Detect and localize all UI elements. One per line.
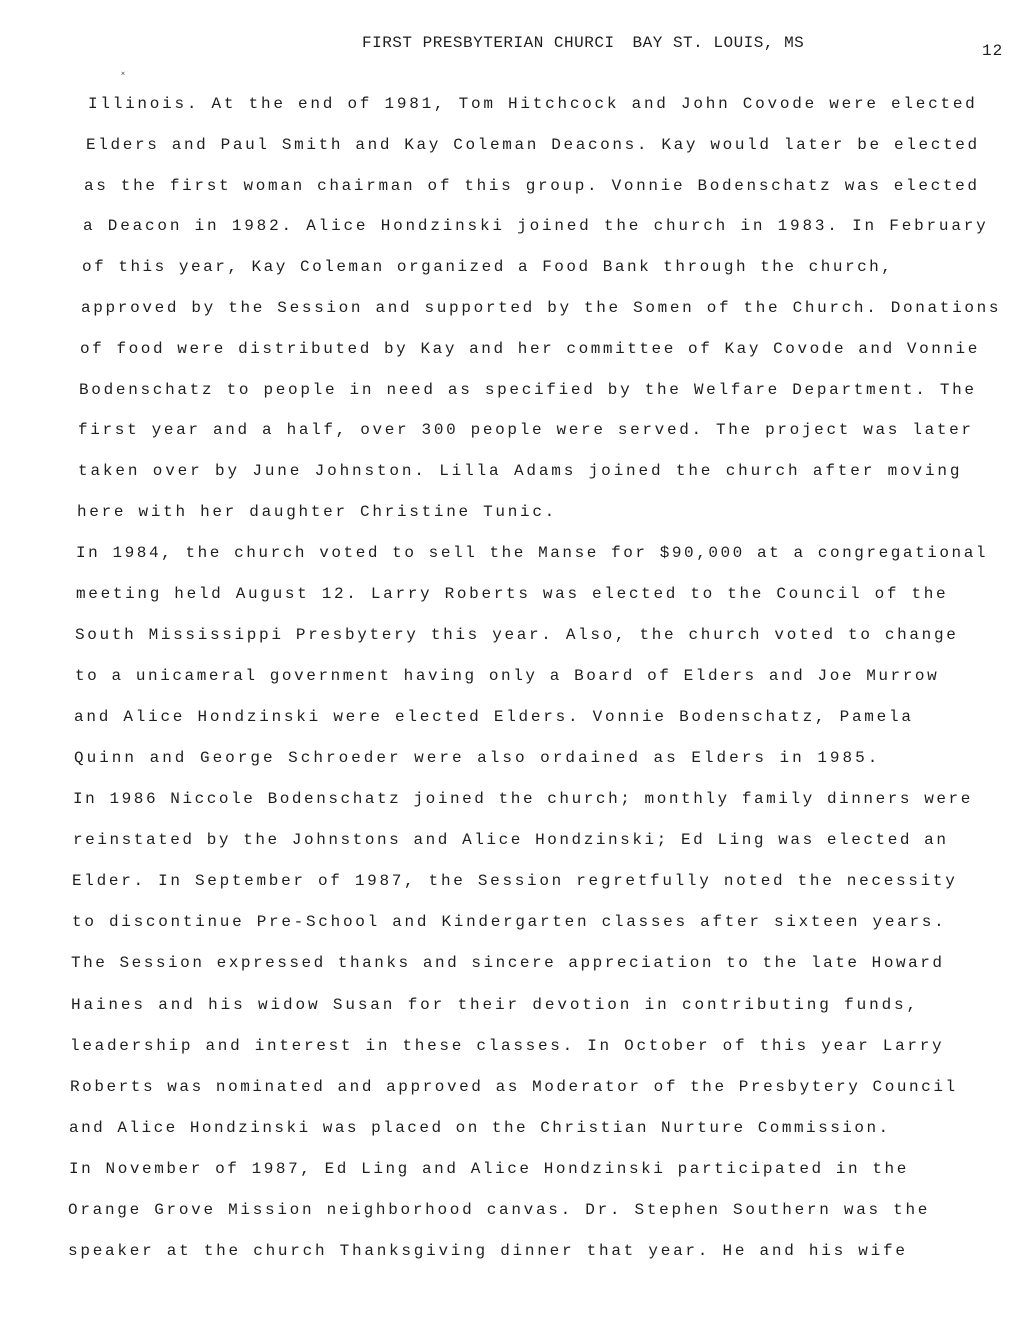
stray-mark: ˟ xyxy=(120,72,127,83)
church-location: BAY ST. LOUIS, MS xyxy=(632,34,805,52)
text-line: taken over by June Johnston. Lilla Adams joined the church after moving xyxy=(78,462,963,480)
text-line: here with her daughter Christine Tunic. xyxy=(77,503,557,521)
text-line: Orange Grove Mission neighborhood canvas. Dr. Stephen Southern was the xyxy=(68,1201,931,1219)
page-number: 12 xyxy=(982,42,1004,60)
text-line: and Alice Hondzinski were elected Elders. Vonnie Bodenschatz, Pamela xyxy=(74,708,914,726)
text-line: to a unicameral government having only a Board of Elders and Joe Murrow xyxy=(75,667,940,685)
text-line: as the first woman chairman of this group. Vonnie Bodenschatz was elected xyxy=(84,177,980,195)
text-line: The Session expressed thanks and sincere appreciation to the late Howard xyxy=(71,954,945,972)
text-line: Elder. In September of 1987, the Session regretfully noted the necessity xyxy=(72,872,958,890)
text-line: Illinois. At the end of 1981, Tom Hitchcock and John Covode were elected xyxy=(88,95,978,113)
text-line: Bodenschatz to people in need as specified by the Welfare Department. The xyxy=(79,381,977,399)
text-line: and Alice Hondzinski was placed on the Christian Nurture Commission. xyxy=(69,1119,891,1137)
text-line: In 1986 Niccole Bodenschatz joined the church; monthly family dinners were xyxy=(73,790,973,808)
text-line: of this year, Kay Coleman organized a Food Bank through the church, xyxy=(82,258,894,276)
text-line: Roberts was nominated and approved as Moderator of the Presbytery Council xyxy=(70,1078,958,1096)
text-line: meeting held August 12. Larry Roberts was elected to the Council of the xyxy=(76,585,949,603)
text-line: Haines and his widow Susan for their devotion in contributing funds, xyxy=(71,996,919,1014)
text-line: reinstated by the Johnstons and Alice Hondzinski; Ed Ling was elected an xyxy=(73,831,949,849)
text-line: first year and a half, over 300 people were served. The project was later xyxy=(78,421,974,439)
text-line: approved by the Session and supported by the Somen of the Church. Donations xyxy=(81,299,1002,317)
text-line: In November of 1987, Ed Ling and Alice Hondzinski participated in the xyxy=(69,1160,909,1178)
text-line: leadership and interest in these classes. In October of this year Larry xyxy=(70,1037,945,1055)
text-line: to discontinue Pre-School and Kindergarten classes after sixteen years. xyxy=(72,913,947,931)
text-line: Quinn and George Schroeder were also ordained as Elders in 1985. xyxy=(74,749,881,767)
text-line: In 1984, the church voted to sell the Manse for $90,000 at a congregational xyxy=(76,544,989,562)
text-line: Elders and Paul Smith and Kay Coleman Deacons. Kay would later be elected xyxy=(86,136,980,154)
text-line: South Mississippi Presbytery this year. Also, the church voted to change xyxy=(75,626,959,644)
text-line: a Deacon in 1982. Alice Hondzinski joined the church in 1983. In February xyxy=(83,217,989,235)
text-line: of food were distributed by Kay and her committee of Kay Covode and Vonnie xyxy=(80,340,980,358)
church-name: FIRST PRESBYTERIAN CHURCI xyxy=(362,34,615,52)
text-line: speaker at the church Thanksgiving dinner that year. He and his wife xyxy=(68,1242,908,1260)
